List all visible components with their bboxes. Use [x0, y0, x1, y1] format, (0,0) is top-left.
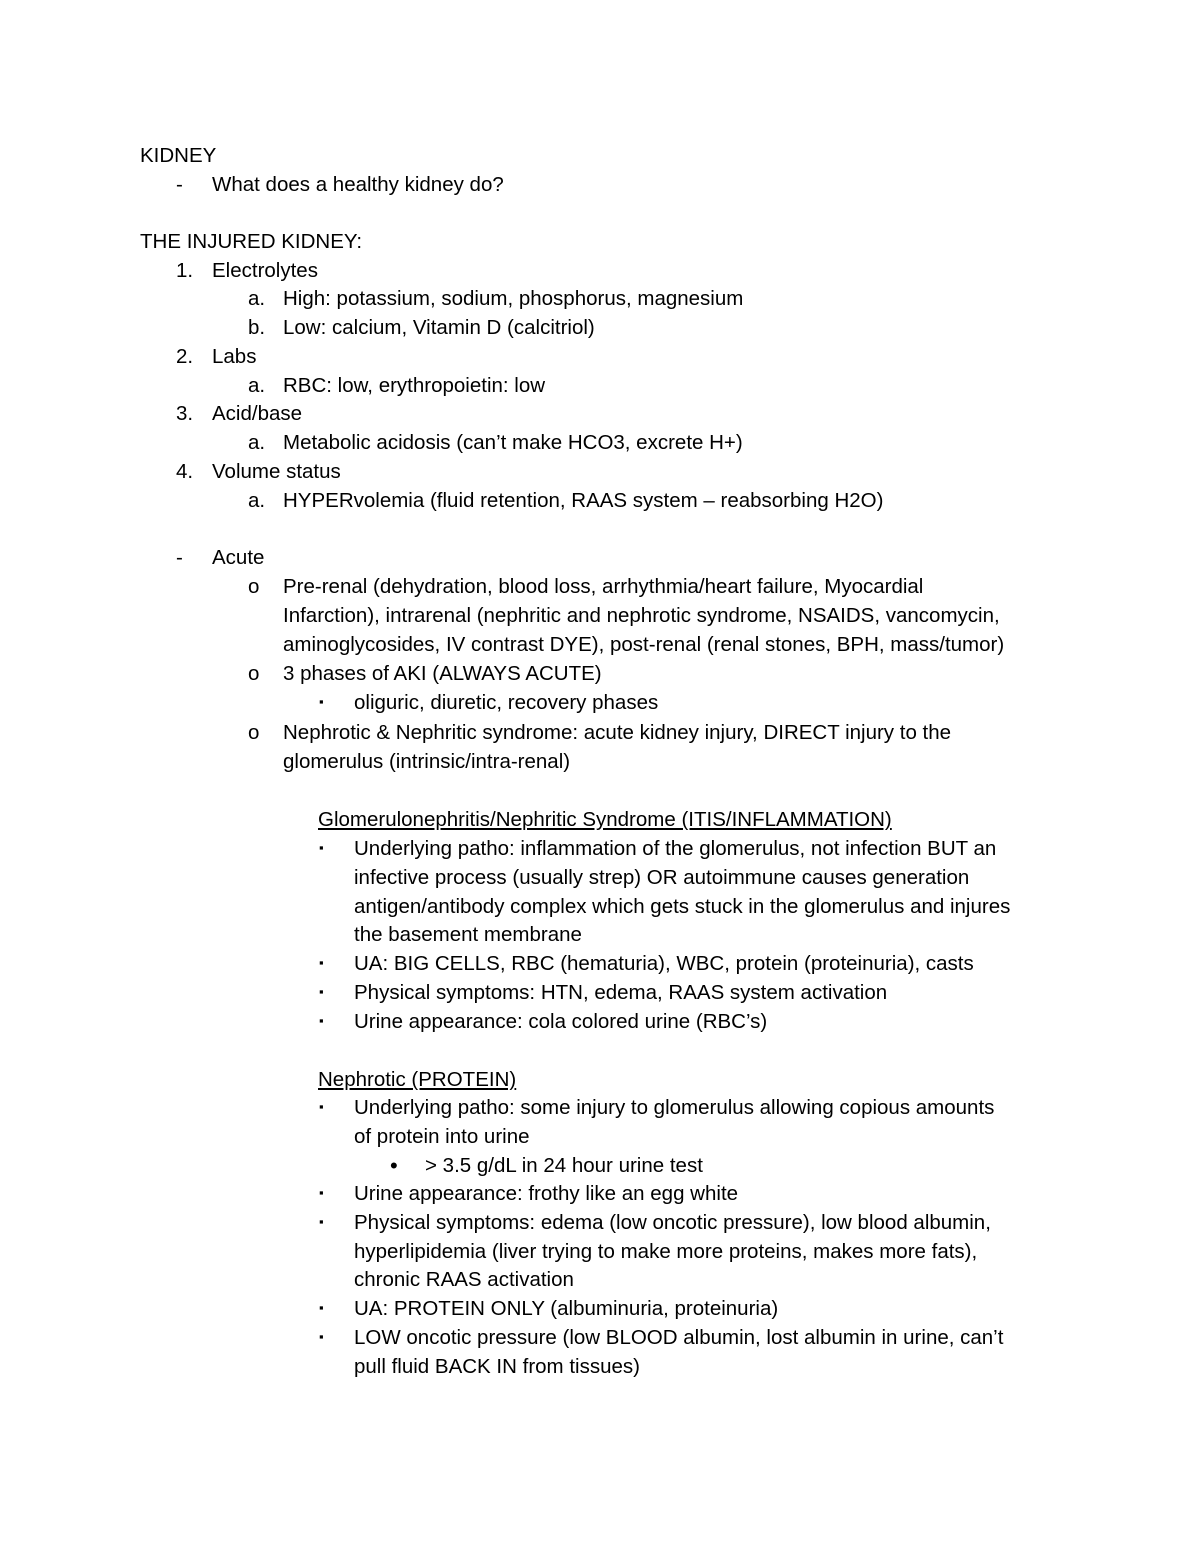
urine-test-threshold: > 3.5 g/dL in 24 hour urine test [425, 1154, 703, 1177]
acute-causes-line: aminoglycosides, IV contrast DYE), post-renal (renal stones, BPH, mass/tumor) [283, 633, 1005, 656]
sub-item-metabolic-acidosis: Metabolic acidosis (can’t make HCO3, excrete H+) [283, 431, 743, 454]
list-item-volume-status: Volume status [212, 460, 341, 483]
dash-marker: - [176, 546, 183, 569]
syndrome-line: Nephrotic & Nephritic syndrome: acute kidney injury, DIRECT injury to the [283, 721, 952, 744]
square-bullet-icon: ▪ [319, 1099, 324, 1114]
nephritic-ua: UA: BIG CELLS, RBC (hematuria), WBC, protein (proteinuria), casts [354, 952, 974, 975]
nephrotic-oncotic-line: LOW oncotic pressure (low BLOOD albumin, lost albumin in urine, can’t [354, 1326, 1004, 1349]
acute-label: Acute [212, 546, 265, 569]
list-number: 1. [176, 259, 194, 282]
sub-letter: a. [248, 431, 266, 454]
injured-kidney-heading: THE INJURED KIDNEY: [140, 230, 363, 253]
nephrotic-physical-line: chronic RAAS activation [354, 1268, 574, 1291]
nephritic-patho-line: antigen/antibody complex which gets stuck in the glomerulus and injures [354, 895, 1011, 918]
list-item-labs: Labs [212, 345, 257, 368]
sub-item-rbc: RBC: low, erythropoietin: low [283, 374, 546, 397]
square-bullet-icon: ▪ [319, 694, 324, 709]
square-bullet-icon: ▪ [319, 1329, 324, 1344]
sub-item-hypervolemia: HYPERvolemia (fluid retention, RAAS system – reabsorbing H2O) [283, 489, 884, 512]
acute-causes-line: Infarction), intrarenal (nephritic and nephrotic syndrome, NSAIDS, vancomycin, [283, 604, 1000, 627]
nephritic-patho-line: infective process (usually strep) OR autoimmune causes generation [354, 866, 970, 889]
square-bullet-icon: ▪ [319, 1300, 324, 1315]
list-number: 2. [176, 345, 194, 368]
nephrotic-ua: UA: PROTEIN ONLY (albuminuria, proteinuria) [354, 1297, 779, 1320]
acute-causes-line: Pre-renal (dehydration, blood loss, arrhythmia/heart failure, Myocardial [283, 575, 924, 598]
nephritic-heading: Glomerulonephritis/Nephritic Syndrome (ITIS/INFLAMMATION) [318, 808, 892, 831]
aki-phases-list: oliguric, diuretic, recovery phases [354, 691, 659, 714]
sub-item-low: Low: calcium, Vitamin D (calcitriol) [283, 316, 595, 339]
sub-letter: b. [248, 316, 266, 339]
healthy-kidney-question: What does a healthy kidney do? [212, 173, 504, 196]
list-number: 3. [176, 402, 194, 425]
nephrotic-oncotic-line: pull fluid BACK IN from tissues) [354, 1355, 640, 1378]
circle-bullet: o [248, 575, 260, 598]
square-bullet-icon: ▪ [319, 1185, 324, 1200]
aki-phases: 3 phases of AKI (ALWAYS ACUTE) [283, 662, 602, 685]
document-title: KIDNEY [140, 144, 217, 167]
nephrotic-patho-line: Underlying patho: some injury to glomerulus allowing copious amounts [354, 1096, 995, 1119]
list-item-acid-base: Acid/base [212, 402, 303, 425]
sub-letter: a. [248, 489, 266, 512]
nephritic-patho-line: the basement membrane [354, 923, 582, 946]
nephritic-physical: Physical symptoms: HTN, edema, RAAS system activation [354, 981, 888, 1004]
nephrotic-physical-line: Physical symptoms: edema (low oncotic pressure), low blood albumin, [354, 1211, 991, 1234]
list-item-electrolytes: Electrolytes [212, 259, 318, 282]
nephrotic-physical-line: hyperlipidemia (liver trying to make more proteins, makes more fats), [354, 1240, 978, 1263]
syndrome-line: glomerulus (intrinsic/intra-renal) [283, 750, 571, 773]
square-bullet-icon: ▪ [319, 955, 324, 970]
list-number: 4. [176, 460, 194, 483]
nephrotic-patho-line: of protein into urine [354, 1125, 530, 1148]
nephritic-urine: Urine appearance: cola colored urine (RBC’s) [354, 1010, 768, 1033]
sub-letter: a. [248, 287, 266, 310]
nephrotic-urine: Urine appearance: frothy like an egg white [354, 1182, 739, 1205]
nephrotic-heading: Nephrotic (PROTEIN) [318, 1068, 517, 1091]
square-bullet-icon: ▪ [319, 984, 324, 999]
square-bullet-icon: ▪ [319, 840, 324, 855]
square-bullet-icon: ▪ [319, 1214, 324, 1229]
circle-bullet: o [248, 721, 260, 744]
square-bullet-icon: ▪ [319, 1013, 324, 1028]
nephritic-patho-line: Underlying patho: inflammation of the glomerulus, not infection BUT an [354, 837, 997, 860]
dot-bullet-icon: • [390, 1153, 398, 1178]
sub-letter: a. [248, 374, 266, 397]
circle-bullet: o [248, 662, 260, 685]
dash-marker: - [176, 173, 183, 196]
sub-item-high: High: potassium, sodium, phosphorus, magnesium [283, 287, 744, 310]
